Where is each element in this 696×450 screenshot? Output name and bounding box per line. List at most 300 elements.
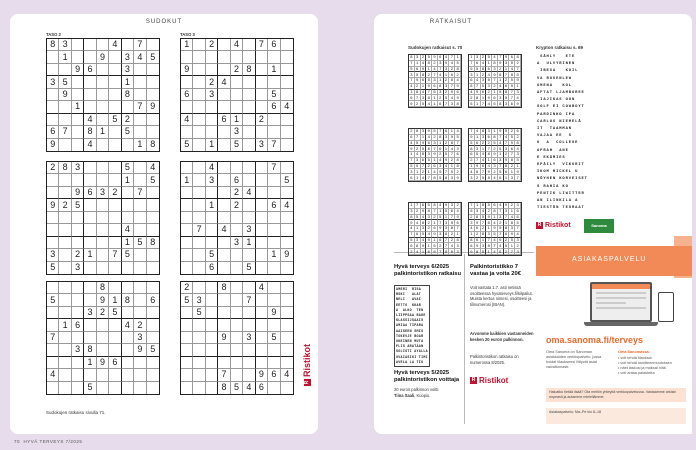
sudoku-cell	[59, 294, 71, 306]
sudoku-cell: 9	[47, 199, 59, 211]
solution-cell: 2	[492, 146, 498, 152]
sudoku-cell: 6	[84, 64, 96, 76]
sudoku-cell: 7	[109, 249, 121, 261]
solution-cell: 7	[486, 146, 492, 152]
sudoku-cell: 4	[281, 101, 293, 113]
solution-cell: 3	[515, 203, 521, 209]
solution-cell: 9	[475, 164, 481, 170]
sudoku-cell	[281, 76, 293, 88]
solution-cell: 8	[438, 84, 444, 90]
solution-grid	[468, 128, 522, 182]
sudoku-cell	[147, 187, 159, 199]
sudoku-cell: 3	[231, 126, 243, 138]
ad-url[interactable]: oma.sanoma.fi/terveys	[546, 335, 644, 345]
sudoku-cell	[97, 39, 109, 51]
sudoku-cell: 3	[206, 174, 218, 186]
sudoku-cell	[281, 162, 293, 174]
solution-cell: 6	[455, 220, 461, 226]
sudoku-cell	[72, 237, 84, 249]
solution-cell: 2	[486, 90, 492, 96]
sudoku-cell	[134, 114, 146, 126]
solution-cell: 5	[415, 215, 421, 221]
solution-cell: 7	[492, 243, 498, 249]
solution-cell: 1	[415, 175, 421, 181]
sudoku-cell: 1	[181, 174, 193, 186]
solution-cell: 5	[498, 90, 504, 96]
sudoku-cell	[193, 51, 205, 63]
solution-cell: 5	[409, 164, 415, 170]
solution-cell: 5	[486, 203, 492, 209]
sudoku-cell	[206, 294, 218, 306]
sudoku-cell	[181, 382, 193, 394]
sudoku-cell	[97, 344, 109, 356]
solution-cell: 7	[421, 164, 427, 170]
sudoku-cell	[281, 332, 293, 344]
solution-cell: 8	[504, 226, 510, 232]
sudoku-cell: 9	[268, 307, 280, 319]
solution-cell: 5	[426, 158, 432, 164]
solution-cell: 8	[481, 232, 487, 238]
solution-cell: 2	[498, 67, 504, 73]
solution-cell: 6	[409, 243, 415, 249]
solution-cell: 8	[449, 141, 455, 147]
sudoku-cell: 2	[231, 64, 243, 76]
sudoku-cell: 5	[206, 249, 218, 261]
solution-cell: 4	[492, 249, 498, 255]
sudoku-cell	[134, 199, 146, 211]
sudoku-cell: 8	[218, 382, 230, 394]
sudoku-cell	[72, 114, 84, 126]
solution-cell: 4	[438, 72, 444, 78]
sudoku-cell: 5	[181, 294, 193, 306]
solution-cell: 6	[486, 220, 492, 226]
solution-cell: 8	[475, 169, 481, 175]
sudoku-cell: 3	[72, 344, 84, 356]
sudoku-cell	[122, 282, 134, 294]
solution-cell: 8	[449, 226, 455, 232]
sudoku-cell	[84, 39, 96, 51]
ad-header-bar	[536, 246, 692, 276]
sudoku-cell: 5	[147, 51, 159, 63]
sudoku-cell	[72, 382, 84, 394]
sudoku-cell	[243, 212, 255, 224]
sudoku-cell: 9	[181, 64, 193, 76]
phone-illustration	[658, 292, 674, 322]
solution-cell: 8	[498, 101, 504, 107]
solution-grid	[408, 128, 462, 182]
solution-cell: 5	[415, 72, 421, 78]
sudoku-cell	[122, 212, 134, 224]
solution-cell: 1	[432, 101, 438, 107]
sudoku-cell	[256, 357, 268, 369]
solution-cell: 4	[498, 243, 504, 249]
sudoku-cell	[181, 126, 193, 138]
sudoku-cell: 9	[72, 187, 84, 199]
solution-cell: 8	[421, 72, 427, 78]
sudoku-cell	[256, 174, 268, 186]
sudoku-cell	[231, 76, 243, 88]
sudoku-cell	[84, 162, 96, 174]
solution-cell: 6	[455, 152, 461, 158]
sudoku-cell: 3	[97, 187, 109, 199]
solution-cell: 8	[515, 55, 521, 61]
solution-cell: 1	[409, 203, 415, 209]
solution-cell: 5	[409, 67, 415, 73]
solution-cell: 3	[415, 158, 421, 164]
solution-cell: 4	[509, 215, 515, 221]
solution-cell: 9	[449, 135, 455, 141]
solution-cell: 3	[469, 175, 475, 181]
sudoku-cell: 4	[147, 162, 159, 174]
solution-cell: 8	[455, 158, 461, 164]
solution-cell: 9	[498, 129, 504, 135]
sudoku-cell	[47, 51, 59, 63]
solution-cell: 3	[409, 169, 415, 175]
sudoku-cell	[59, 212, 71, 224]
solution-cell: 6	[415, 232, 421, 238]
sudoku-cell	[206, 344, 218, 356]
footer-note: Sudokujen ratkaisu sivulla 71.	[46, 410, 106, 415]
solution-cell: 6	[432, 226, 438, 232]
solution-cell: 7	[432, 209, 438, 215]
sudoku-cell	[59, 262, 71, 274]
solution-cell: 6	[409, 95, 415, 101]
sudoku-cell	[134, 262, 146, 274]
solution-cell: 3	[504, 146, 510, 152]
sudoku-cell: 5	[109, 307, 121, 319]
solution-cell: 1	[504, 175, 510, 181]
solution-cell: 3	[481, 243, 487, 249]
solution-cell: 9	[426, 129, 432, 135]
sudoku-cell: 2	[97, 307, 109, 319]
solution-cell: 9	[498, 238, 504, 244]
sudoku-cell: 7	[218, 369, 230, 381]
solution-cell: 2	[509, 203, 515, 209]
solution-cell: 8	[426, 146, 432, 152]
sudoku-cell: 6	[84, 187, 96, 199]
sudoku-cell: 1	[72, 101, 84, 113]
solution-cell: 8	[492, 135, 498, 141]
sudoku-cell	[256, 51, 268, 63]
solution-cell: 9	[449, 90, 455, 96]
sudoku-cell: 5	[147, 344, 159, 356]
solution-cell: 2	[415, 101, 421, 107]
sudoku-cell	[268, 262, 280, 274]
solution-cell: 3	[421, 95, 427, 101]
solution-cell: 2	[415, 209, 421, 215]
sudoku-cell	[122, 369, 134, 381]
sudoku-cell	[231, 307, 243, 319]
sudoku-cell: 8	[243, 64, 255, 76]
solution-cell: 5	[438, 215, 444, 221]
solution-cell: 3	[421, 226, 427, 232]
solution-cell: 2	[415, 146, 421, 152]
sudoku-cell	[134, 76, 146, 88]
solution-cell: 5	[492, 101, 498, 107]
solution-grid	[468, 202, 522, 256]
sudoku-cell	[243, 51, 255, 63]
sudoku-cell	[243, 282, 255, 294]
sudoku-cell	[84, 237, 96, 249]
sudoku-cell	[84, 89, 96, 101]
solution-cell: 8	[509, 72, 515, 78]
solution-cell: 1	[444, 146, 450, 152]
sudoku-cell	[84, 101, 96, 113]
solution-cell: 3	[432, 78, 438, 84]
sudoku-cell	[97, 114, 109, 126]
sudoku-cell	[243, 76, 255, 88]
solution-cell: 5	[455, 135, 461, 141]
ad-header: ASIAKASPALVELU	[572, 256, 647, 263]
solution-cell: 8	[486, 175, 492, 181]
solution-cell: 3	[444, 135, 450, 141]
sudoku-grid	[46, 161, 160, 275]
solution-cell: 1	[498, 152, 504, 158]
sudoku-cell	[72, 307, 84, 319]
solution-cell: 8	[409, 55, 415, 61]
sudoku-cell	[243, 199, 255, 211]
sudoku-cell: 4	[206, 162, 218, 174]
sudoku-cell: 5	[47, 262, 59, 274]
solution-cell: 5	[509, 61, 515, 67]
sudoku-cell	[281, 89, 293, 101]
sudoku-cell	[47, 114, 59, 126]
solution-cell: 4	[421, 61, 427, 67]
sudoku-cell: 9	[47, 139, 59, 151]
sudoku-cell	[59, 114, 71, 126]
sudoku-cell	[147, 357, 159, 369]
sudoku-cell	[59, 282, 71, 294]
solution-cell: 3	[455, 243, 461, 249]
sudoku-cell	[147, 249, 159, 261]
solution-cell: 1	[409, 90, 415, 96]
solution-cell: 7	[444, 169, 450, 175]
sudoku-cell	[256, 237, 268, 249]
solution-cell: 6	[455, 90, 461, 96]
solution-cell: 1	[469, 232, 475, 238]
solution-cell: 3	[504, 61, 510, 67]
sudoku-cell	[147, 64, 159, 76]
sudoku-cell: 4	[256, 282, 268, 294]
sudoku-cell	[59, 249, 71, 261]
sudoku-cell	[256, 64, 268, 76]
sudoku-cell	[231, 357, 243, 369]
sudoku-cell	[84, 76, 96, 88]
sudoku-cell	[147, 212, 159, 224]
solution-cell: 9	[426, 238, 432, 244]
sudoku-cell: 7	[59, 126, 71, 138]
sudoku-cell	[47, 307, 59, 319]
sudoku-cell	[72, 76, 84, 88]
sudoku-cell	[231, 319, 243, 331]
sudoku-cell	[109, 162, 121, 174]
sudoku-cell	[109, 76, 121, 88]
sudoku-cell	[268, 174, 280, 186]
sudoku-cell	[256, 294, 268, 306]
solution-cell: 4	[498, 141, 504, 147]
sudoku-cell	[206, 187, 218, 199]
solution-cell: 4	[426, 101, 432, 107]
solution-cell: 4	[455, 209, 461, 215]
solution-cell: 4	[409, 141, 415, 147]
sudoku-cell	[97, 139, 109, 151]
solution-cell: 6	[421, 78, 427, 84]
sudoku-cell	[218, 237, 230, 249]
sudoku-cell: 1	[206, 139, 218, 151]
sudoku-cell	[47, 344, 59, 356]
prize-text-2: Arvomme kaikkien vastanneiden kesken 20 euron palkinnon.	[470, 331, 534, 342]
sudoku-cell	[193, 319, 205, 331]
sudoku-cell	[256, 76, 268, 88]
solution-cell: 4	[498, 203, 504, 209]
solution-cell: 5	[498, 169, 504, 175]
sudoku-cell	[97, 199, 109, 211]
solution-cell: 6	[492, 203, 498, 209]
solution-cell: 1	[492, 90, 498, 96]
prize-title: Palkintoristikko 7 vastaa ja voita 20€	[470, 264, 521, 277]
sudoku-cell: 1	[268, 64, 280, 76]
sudoku-grid	[180, 38, 294, 152]
sudoku-cell: 9	[218, 332, 230, 344]
solution-cell: 8	[469, 146, 475, 152]
sudoku-cell	[193, 382, 205, 394]
sudoku-cell: 9	[147, 101, 159, 113]
sudoku-cell	[231, 162, 243, 174]
solution-cell: 4	[515, 95, 521, 101]
solution-cell: 4	[409, 84, 415, 90]
solution-cell: 4	[481, 209, 487, 215]
sudoku-cell	[109, 139, 121, 151]
sudoku-cell: 5	[147, 174, 159, 186]
solution-cell: 7	[504, 72, 510, 78]
sudoku-cell	[47, 212, 59, 224]
sudoku-cell	[243, 319, 255, 331]
solution-cell: 8	[432, 203, 438, 209]
solution-cell: 3	[481, 135, 487, 141]
sudoku-cell	[181, 199, 193, 211]
sudoku-cell: 4	[243, 187, 255, 199]
solution-cell: 6	[515, 215, 521, 221]
sudoku-cell	[281, 344, 293, 356]
solution-cell: 1	[492, 215, 498, 221]
sudoku-cell	[122, 39, 134, 51]
solution-cell: 9	[415, 78, 421, 84]
sudoku-cell: 5	[122, 162, 134, 174]
sudoku-cell	[281, 307, 293, 319]
solution-cell: 1	[469, 164, 475, 170]
solution-cell: 9	[504, 203, 510, 209]
solution-cell: 8	[455, 164, 461, 170]
solution-cell: 1	[438, 141, 444, 147]
sudoku-cell: 4	[281, 199, 293, 211]
solution-cell: 9	[475, 220, 481, 226]
solution-cell: 6	[486, 135, 492, 141]
sudoku-cell	[72, 139, 84, 151]
sudoku-cell	[218, 51, 230, 63]
solution-cell: 1	[449, 164, 455, 170]
solution-cell: 7	[455, 226, 461, 232]
ad-info-box: Asiakaspalvelu: Ma–Pe klo 8–18	[546, 408, 686, 424]
solution-cell: 3	[455, 249, 461, 255]
solution-cell: 4	[455, 78, 461, 84]
solution-cell: 9	[455, 215, 461, 221]
sudoku-cell	[256, 332, 268, 344]
solution-cell: 2	[515, 135, 521, 141]
sudoku-cell: 1	[134, 139, 146, 151]
solution-cell: 5	[498, 226, 504, 232]
solution-cell: 2	[498, 220, 504, 226]
sudoku-cell	[268, 344, 280, 356]
sudoku-cell	[134, 162, 146, 174]
sudoku-cell	[281, 237, 293, 249]
sudoku-cell: 5	[231, 139, 243, 151]
sudoku-cell	[243, 39, 255, 51]
solution-cell: 5	[515, 72, 521, 78]
sudoku-cell: 1	[206, 199, 218, 211]
sudoku-cell	[193, 344, 205, 356]
sudoku-cell: 3	[59, 39, 71, 51]
solution-cell: 4	[492, 238, 498, 244]
sudoku-cell	[256, 101, 268, 113]
winner-title: Hyvä terveys 5/2025 palkintoristikon voittaja	[394, 370, 460, 383]
solution-cell: 4	[469, 90, 475, 96]
solution-cell: 8	[475, 249, 481, 255]
laptop-illustration	[590, 282, 652, 322]
sudoku-cell	[47, 282, 59, 294]
solution-cell: 9	[469, 67, 475, 73]
sudoku-cell	[181, 249, 193, 261]
sudoku-cell	[122, 344, 134, 356]
solution-cell: 5	[492, 232, 498, 238]
sudoku-cell	[109, 344, 121, 356]
sudoku-cell	[109, 332, 121, 344]
sudoku-cell: 7	[47, 332, 59, 344]
sudoku-cell	[281, 319, 293, 331]
ad-info-box: Haluatko tietää lisää? Ota meihin yhteyttä verkkopalvelussa. Vastaamme arkisin nopeasti ja autamme mielellämme.	[546, 388, 686, 402]
sudoku-cell	[147, 319, 159, 331]
sudoku-cell	[243, 101, 255, 113]
sudoku-cell	[134, 369, 146, 381]
customer-service-ad	[536, 236, 692, 434]
solution-cell: 2	[515, 61, 521, 67]
sudoku-cell	[218, 357, 230, 369]
solution-cell: 7	[409, 158, 415, 164]
sudoku-cell	[59, 369, 71, 381]
sudoku-cell: 3	[84, 307, 96, 319]
sudoku-cell	[281, 382, 293, 394]
solution-cell: 6	[486, 67, 492, 73]
sudoku-cell: 3	[193, 294, 205, 306]
sudoku-cell	[147, 307, 159, 319]
sudoku-cell	[109, 262, 121, 274]
sudoku-cell	[109, 126, 121, 138]
sudoku-cell	[206, 307, 218, 319]
sudoku-cell: 3	[206, 89, 218, 101]
solution-cell: 1	[455, 55, 461, 61]
solution-cell: 2	[509, 164, 515, 170]
solution-cell: 2	[486, 209, 492, 215]
solution-cell: 3	[475, 55, 481, 61]
sudoku-cell: 6	[147, 294, 159, 306]
sudoku-cell	[268, 114, 280, 126]
solution-cell: 5	[449, 169, 455, 175]
sudoku-cell	[231, 294, 243, 306]
solution-cell: 9	[492, 72, 498, 78]
solution-cell: 7	[409, 61, 415, 67]
sudoku-cell	[193, 369, 205, 381]
sudoku-cell	[206, 224, 218, 236]
solution-cell: 1	[438, 209, 444, 215]
